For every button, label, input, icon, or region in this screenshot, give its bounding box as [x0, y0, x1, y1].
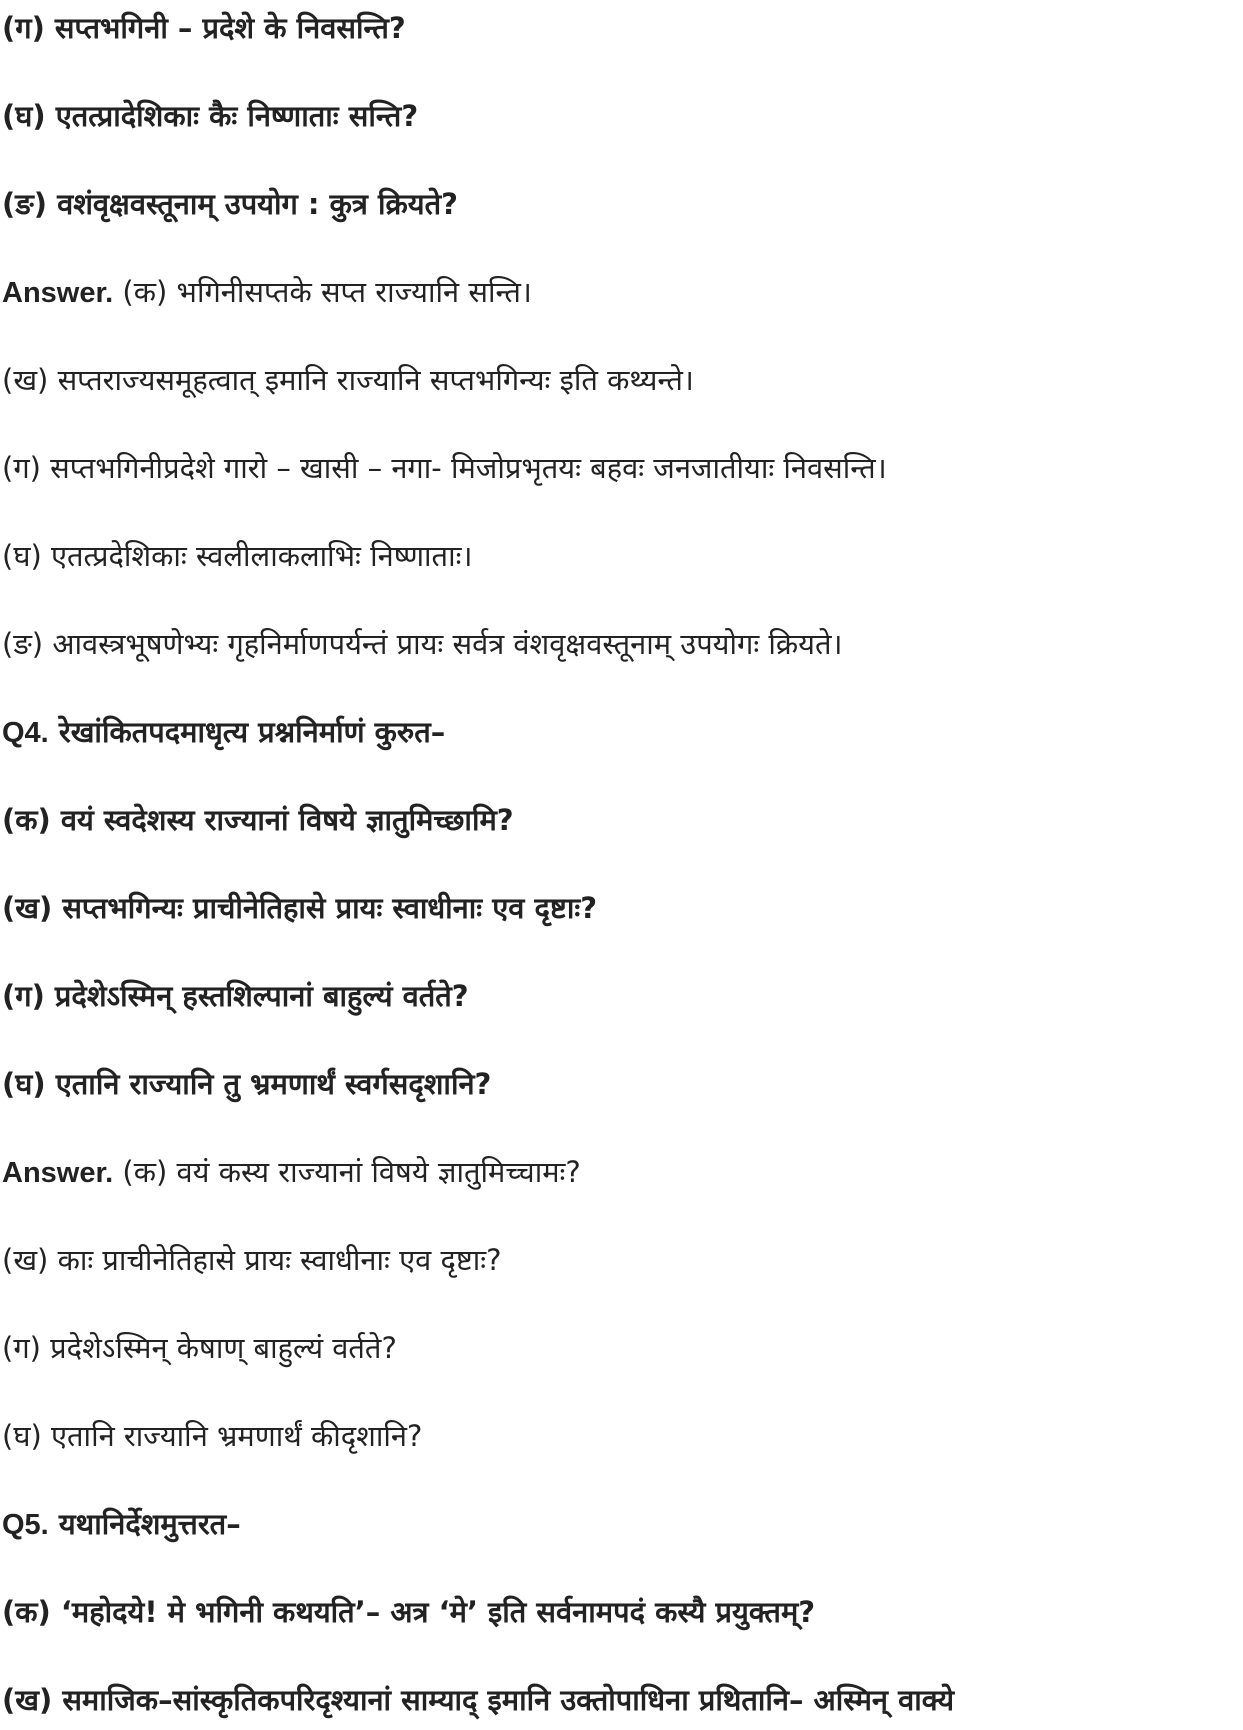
answer-line — [2, 624, 843, 664]
line-text: (ङ) आवस्त्रभूषणेभ्यः गृहनिर्माणपर्यन्तं प्रायः सर्वत्र वंशवृक्षवस्तूनाम् उपयोगः क्रियते। — [2, 627, 843, 661]
line-label: Answer. — [2, 1157, 114, 1189]
line-label: Q4. — [2, 717, 49, 749]
line-text: (क) भगिनीसप्तके सप्त राज्यानि सन्ति। — [113, 275, 532, 309]
question-line — [2, 1064, 491, 1104]
question-line — [2, 1592, 815, 1632]
line-text: (ख) सप्तभगिन्यः प्राचीनेतिहासे प्रायः स्वाधीनाः एव दृष्टाः? — [2, 891, 598, 925]
question-line — [2, 96, 418, 136]
question-line — [2, 976, 469, 1016]
line-text: (ख) सप्तराज्यसमूहत्वात् इमानि राज्यानि सप्तभगिन्यः इति कथ्यन्ते। — [2, 363, 694, 397]
line-text: (क) ‘महोदये! मे भगिनी कथयति’– अत्र ‘मे’ इति सर्वनामपदं कस्यै प्रयुक्तम्? — [2, 1595, 816, 1629]
question-line — [2, 800, 514, 840]
answer-line — [2, 448, 887, 488]
question-heading — [2, 712, 445, 753]
line-text: रेखांकितपदमाधृत्य प्रश्ननिर्माणं कुरुत– — [48, 715, 446, 749]
line-text: (घ) एतानि राज्यानि भ्रमणार्थं कीदृशानि? — [2, 1419, 423, 1453]
line-text: (ग) सप्तभगिनीप्रदेशे गारो – खासी – नगा- मिजोप्रभृतयः बहवः जनजातीयाः निवसन्ति। — [2, 451, 887, 485]
answer-line — [2, 1152, 581, 1193]
question-line — [2, 888, 597, 928]
question-heading — [2, 1504, 241, 1545]
line-label: Q5. — [2, 1509, 49, 1541]
line-text: (ग) प्रदेशेऽस्मिन् हस्तशिल्पानां बाहुल्यं वर्तते? — [2, 979, 469, 1013]
answer-line — [2, 272, 532, 313]
question-line — [2, 1680, 954, 1720]
line-text: (क) वयं स्वदेशस्य राज्यानां विषये ज्ञातुमिच्छामि? — [2, 803, 514, 837]
answer-line — [2, 536, 472, 576]
question-line — [2, 8, 406, 48]
line-text: (ग) प्रदेशेऽस्मिन् केषाण् बाहुल्यं वर्तते? — [2, 1331, 397, 1365]
line-text: (ग) सप्तभगिनी – प्रदेशे के निवसन्ति? — [2, 11, 406, 45]
line-text: यथानिर्देशमुत्तरत– — [48, 1507, 241, 1541]
line-text: (क) वयं कस्य राज्यानां विषये ज्ञातुमिच्चामः? — [113, 1155, 581, 1189]
answer-line — [2, 360, 694, 400]
line-text: (घ) एतत्प्रदेशिकाः स्वलीलाकलाभिः निष्णाताः। — [2, 539, 473, 573]
line-text: (घ) एतानि राज्यानि तु भ्रमणार्थं स्वर्गसदृशानि? — [2, 1067, 492, 1101]
line-label: Answer. — [2, 277, 114, 309]
answer-line — [2, 1240, 502, 1280]
line-text: (ख) काः प्राचीनेतिहासे प्रायः स्वाधीनाः एव दृष्टाः? — [2, 1243, 502, 1277]
answer-line — [2, 1328, 397, 1368]
line-text: (घ) एतत्प्रादेशिकाः कैः निष्णाताः सन्ति? — [2, 99, 419, 133]
question-line — [2, 184, 458, 224]
answer-line — [2, 1416, 422, 1456]
line-text: (ङ) वशंवृक्षवस्तूनाम् उपयोग : कुत्र क्रियते? — [2, 187, 458, 221]
line-text: (ख) समाजिक–सांस्कृतिकपरिदृश्यानां साम्याद् इमानि उक्तोपाधिना प्रथितानि– अस्मिन् वाक्ये — [2, 1683, 955, 1717]
